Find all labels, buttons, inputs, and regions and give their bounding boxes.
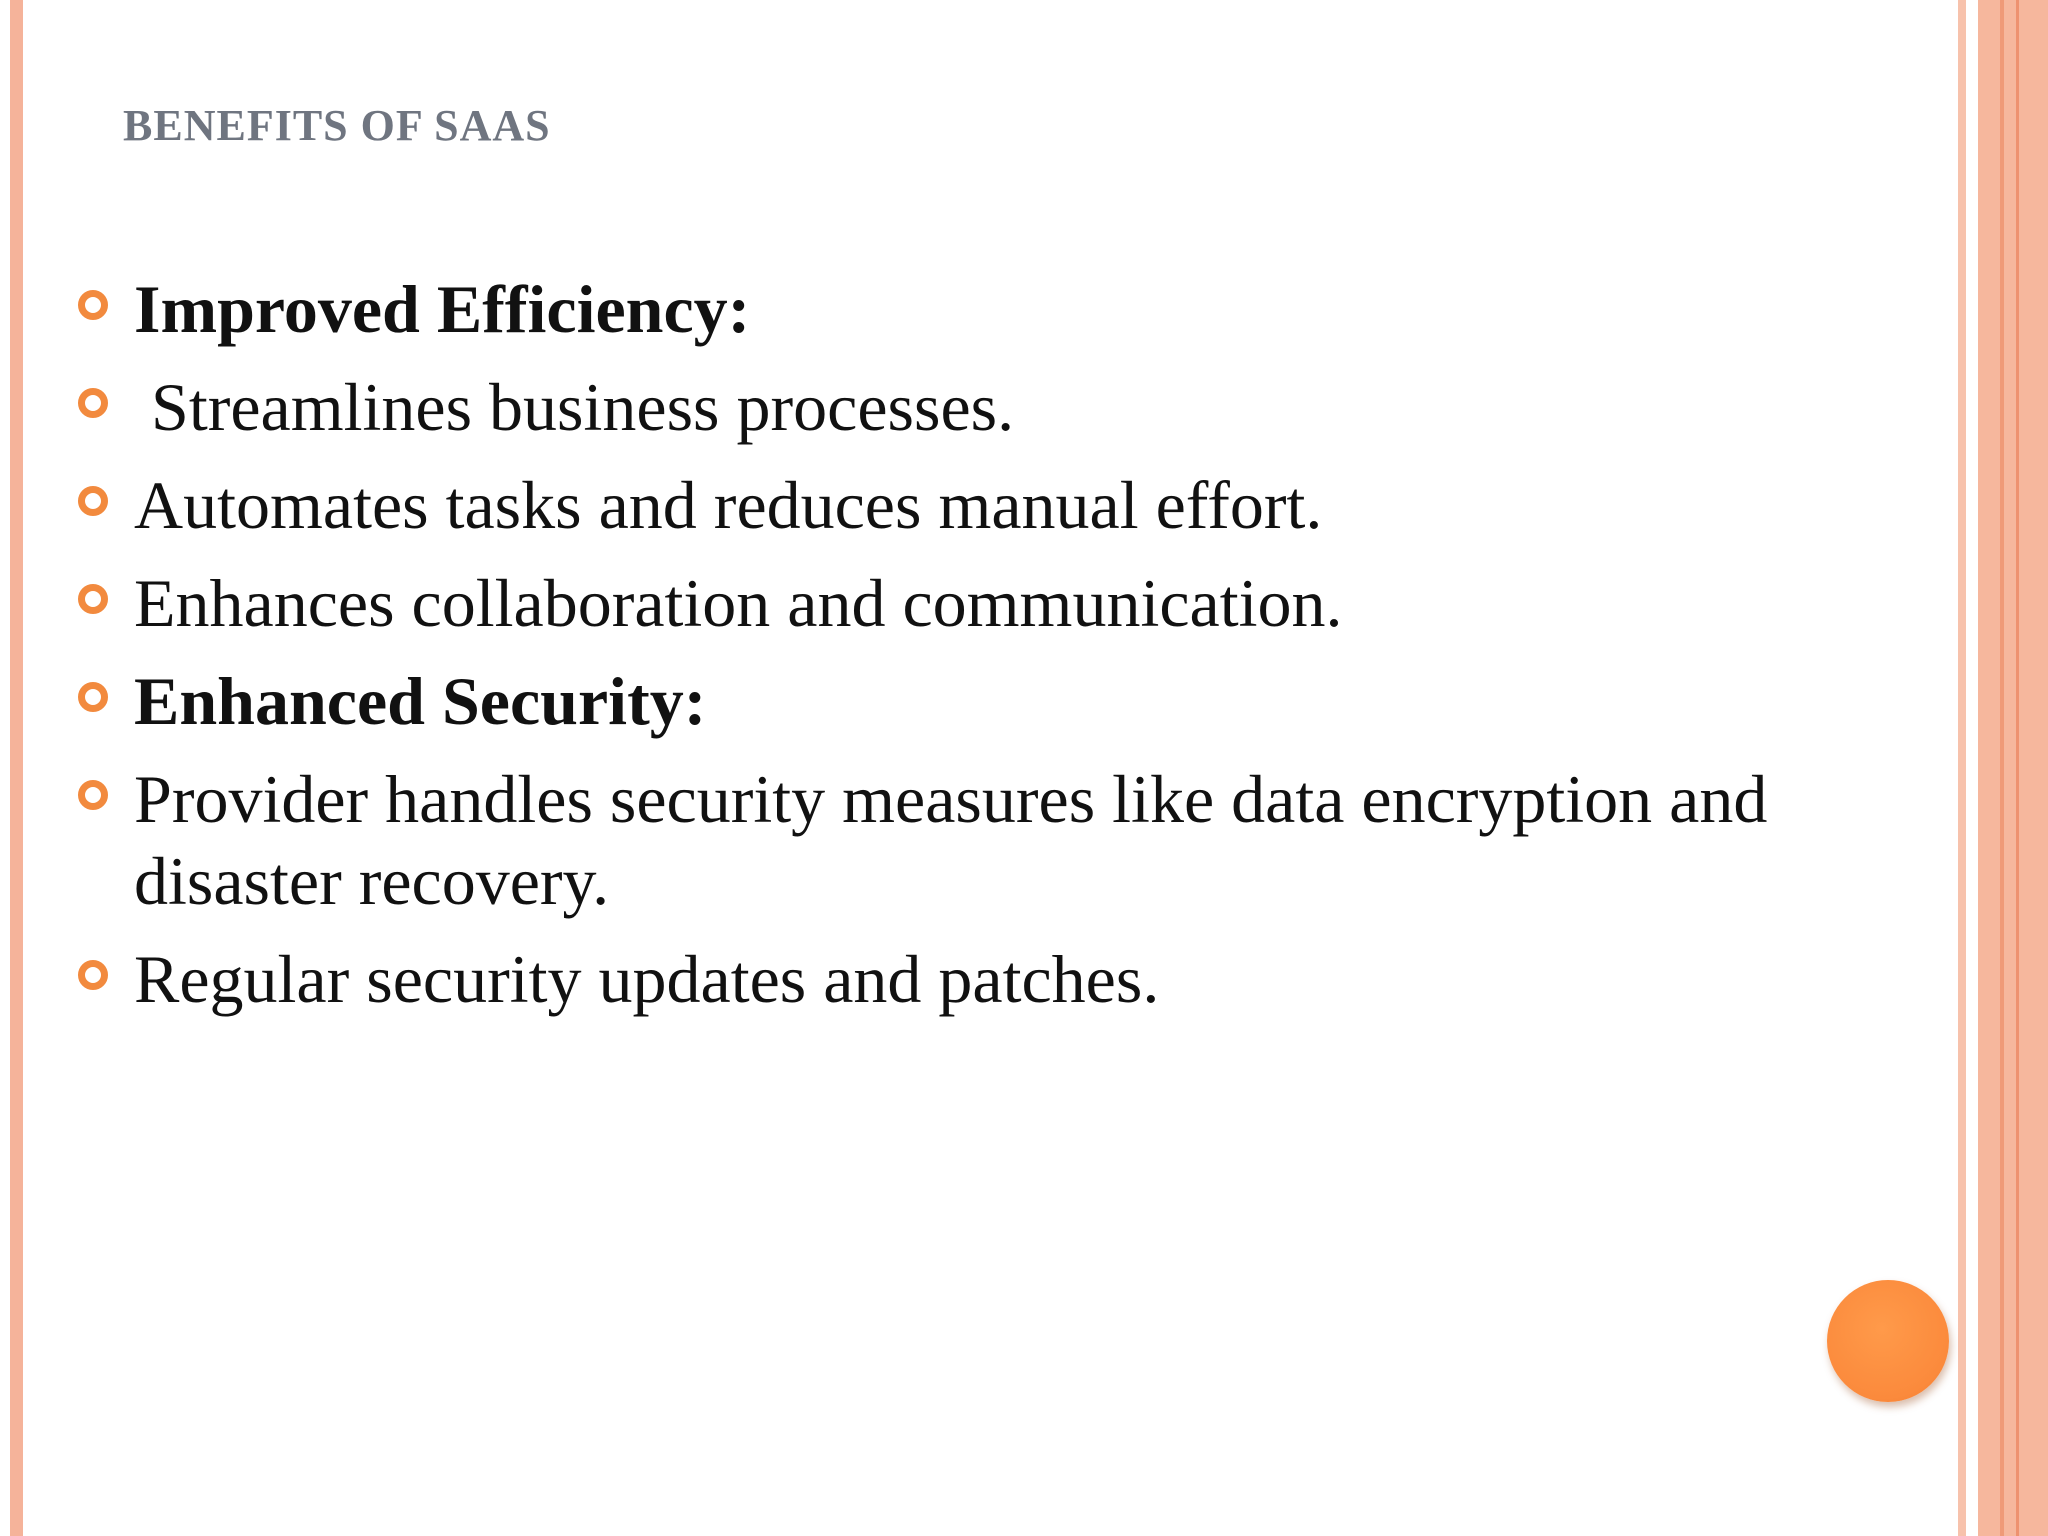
right-border-stripe (1958, 0, 1966, 1536)
bullet-text: Streamlines business processes. (134, 369, 1015, 445)
orange-circle-icon (1827, 1280, 1949, 1402)
bullet-list (70, 268, 1930, 1036)
bullet-text: Provider handles security measures like data encryption and disaster recovery. (134, 761, 1768, 919)
right-border-line (2000, 0, 2004, 1536)
bullet-text: Enhances collaboration and communication. (134, 565, 1343, 641)
bullet-item (70, 268, 1930, 350)
bullet-text: Regular security updates and patches. (134, 941, 1160, 1017)
hollow-circle-bullet-icon (78, 290, 108, 320)
hollow-circle-bullet-icon (78, 388, 108, 418)
bullet-item (70, 366, 1930, 448)
hollow-circle-bullet-icon (78, 584, 108, 614)
bullet-text: Enhanced Security: (134, 663, 707, 739)
right-border-line (2016, 0, 2019, 1536)
hollow-circle-bullet-icon (78, 682, 108, 712)
bullet-item (70, 758, 1930, 922)
bullet-text: Automates tasks and reduces manual effort. (134, 467, 1323, 543)
right-border-band (1978, 0, 2048, 1536)
hollow-circle-bullet-icon (78, 960, 108, 990)
bullet-item (70, 464, 1930, 546)
hollow-circle-bullet-icon (78, 486, 108, 516)
bullet-item (70, 660, 1930, 742)
slide-title: BENEFITS OF SAAS (123, 101, 551, 150)
bullet-item (70, 938, 1930, 1020)
left-border-bar (10, 0, 23, 1536)
hollow-circle-bullet-icon (78, 780, 108, 810)
bullet-text: Improved Efficiency: (134, 271, 751, 347)
bullet-item (70, 562, 1930, 644)
